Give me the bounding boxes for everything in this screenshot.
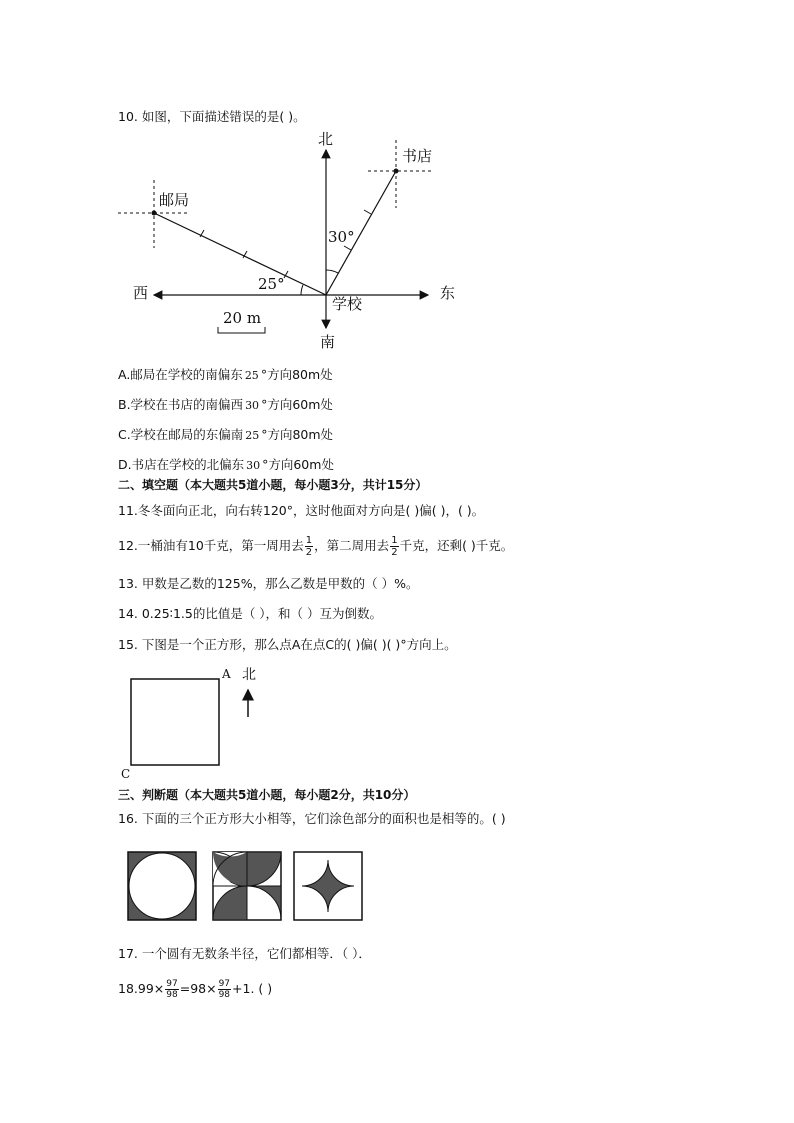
q18: 18.99× $\frac{97}{98}$ =98× $\frac{97}{98}$ +1. ( ) (118, 979, 273, 1000)
east-label: 东 (440, 284, 456, 302)
point-c-label: C (121, 767, 131, 781)
q12: 12.一桶油有10千克，第一周用去 $\frac{1}{2}$ ，第二周用去 $\frac{1}{2}$ 千克，还剩( )千克。 (118, 535, 514, 558)
post-office-label: 邮局 (159, 191, 190, 209)
q16: 16. 下面的三个正方形大小相等，它们涂色部分的面积也是相等的。( ) (118, 811, 506, 826)
west-label: 西 (133, 284, 149, 302)
q14: 14. 0.25∶1.5的比值是（ ），和（ ）互为倒数。 (118, 606, 383, 621)
square-2 (213, 852, 281, 920)
south-label: 南 (320, 333, 336, 351)
option-c: C.学校在邮局的东偏南 25 °方向80m处 (118, 427, 334, 442)
square-1 (128, 852, 196, 920)
angle-post-label: 25° (258, 275, 285, 293)
bookstore-label: 书店 (402, 147, 433, 165)
option-b: B.学校在书店的南偏西 30 °方向60m处 (118, 397, 333, 412)
square-3 (294, 852, 362, 920)
q15-stem: 15. 下图是一个正方形，那么点A在点C的( )偏( )( )°方向上。 (118, 637, 457, 652)
section-2-heading: 二、填空题（本大题共5道小题，每小题3分，共计15分） (118, 478, 428, 492)
section-3-heading: 三、判断题（本大题共5道小题，每小题2分，共10分） (118, 788, 416, 802)
angle-bookstore-label: 30° (328, 228, 355, 246)
q17: 17. 一个圆有无数条半径，它们都相等．（ ）． (118, 946, 371, 961)
school-label: 学校 (332, 295, 363, 313)
q10-stem: 10. 如图，下面描述错误的是( )。 (118, 109, 306, 124)
north-label: 北 (318, 130, 334, 148)
q13: 13. 甲数是乙数的125%，那么乙数是甲数的（ ）%。 (118, 576, 419, 591)
option-d: D.书店在学校的北偏东 30 °方向60m处 (118, 457, 334, 472)
north-arrow-label: 北 (242, 667, 256, 683)
q11: 11.冬冬面向正北，向右转120°，这时他面对方向是( )偏( )，( )。 (118, 503, 485, 518)
scale-label: 20 m (223, 309, 262, 327)
option-a: A.邮局在学校的南偏东 25 °方向80m处 (118, 367, 333, 382)
point-a-label: A (222, 667, 231, 681)
